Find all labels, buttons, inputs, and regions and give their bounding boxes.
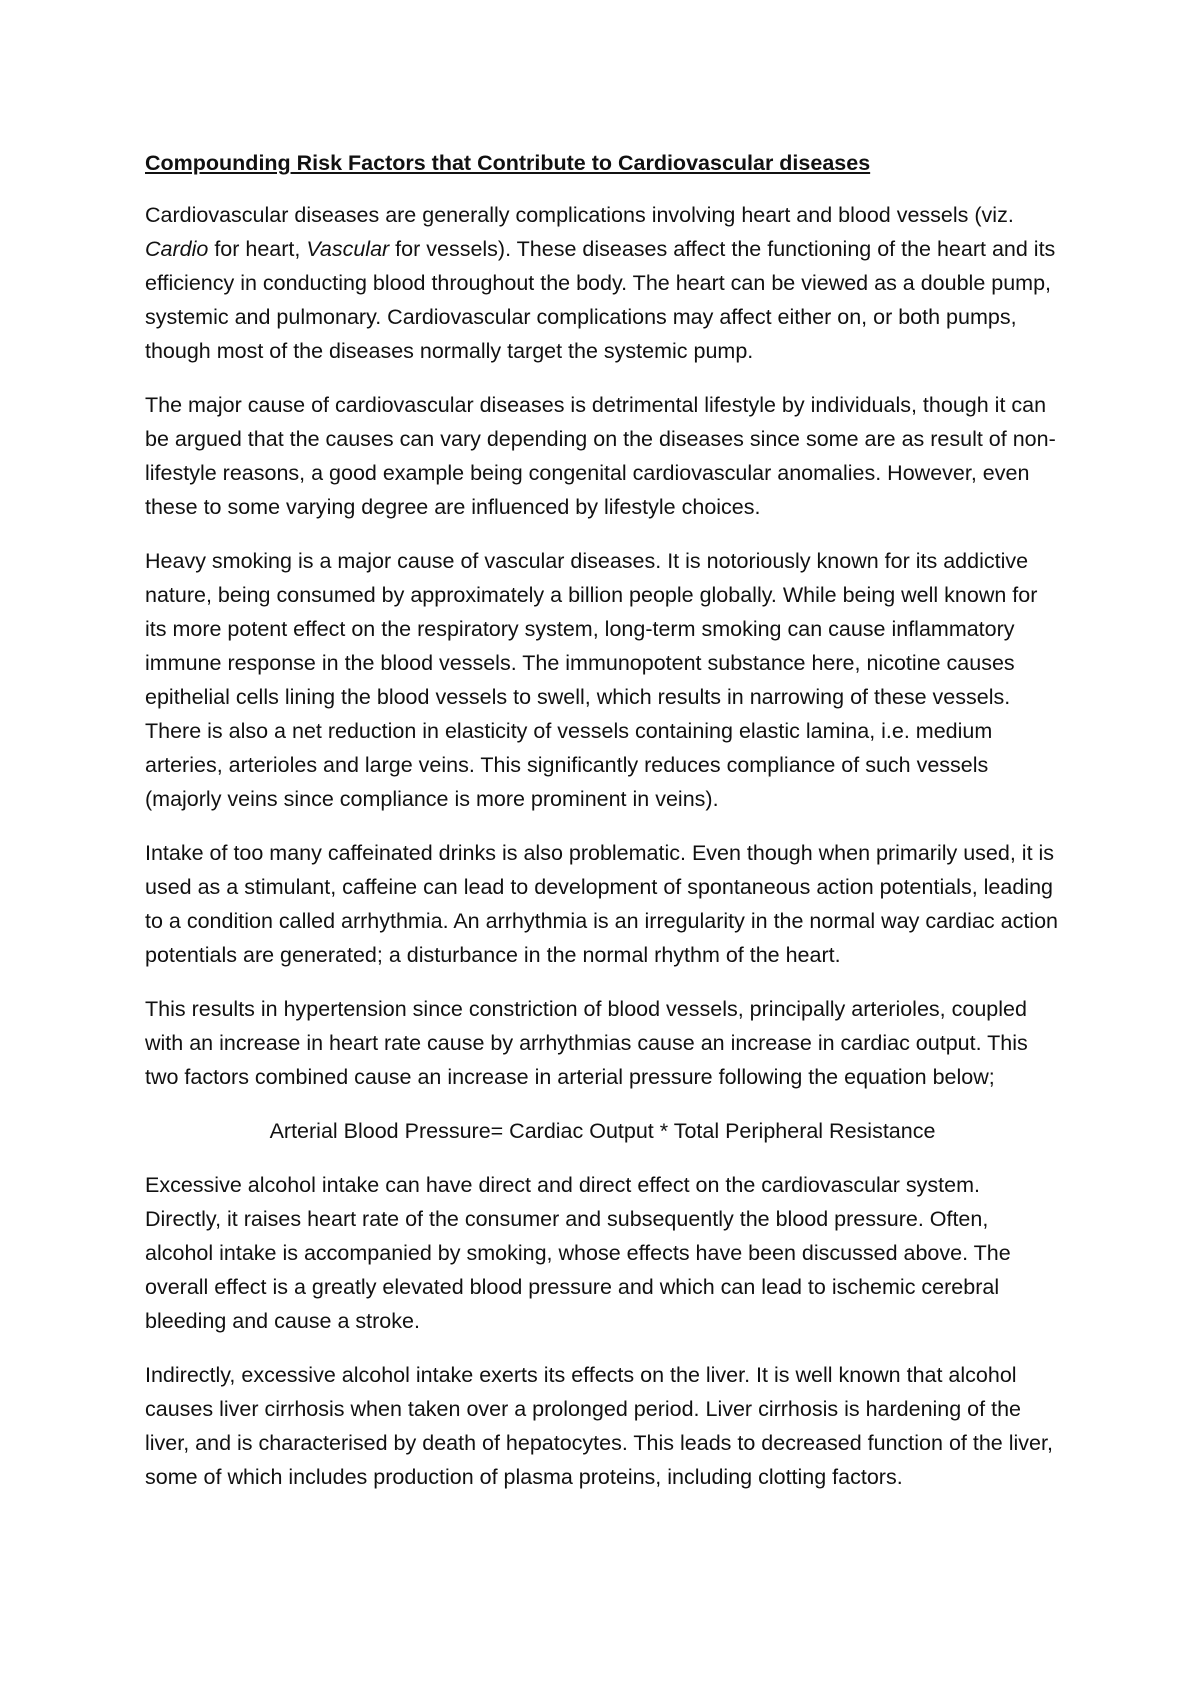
paragraph-text: for vessels). These diseases affect the functioning of the heart and its efficiency in conducting blood throughout the body. The heart can be viewed as a double pump, systemic and pulmonary. Cardiovascular complications may affect either on, or both pumps, though most of the diseases normally target the systemic pump.	[145, 237, 1056, 363]
paragraph-definition	[145, 198, 1060, 368]
paragraph-text: for heart,	[208, 237, 307, 261]
paragraph-hypertension: This results in hypertension since constriction of blood vessels, principally arterioles, coupled with an increase in heart rate cause by arrhythmias cause an increase in cardiac output. This two factors combined cause an increase in arterial pressure following the equation below;	[145, 997, 1028, 1089]
document-page	[145, 146, 1060, 1514]
document-title: Compounding Risk Factors that Contribute to Cardiovascular diseases	[145, 151, 871, 175]
cardio-term: Cardio	[145, 237, 209, 261]
blood-pressure-equation: Arterial Blood Pressure= Cardiac Output * Total Peripheral Resistance	[269, 1119, 936, 1143]
paragraph-smoking: Heavy smoking is a major cause of vascular diseases. It is notoriously known for its addictive nature, being consumed by approximately a billion people globally. While being well known for its more potent effect on the respiratory system, long-term smoking can cause inflammatory immune response in the blood vessels. The immunopotent substance here, nicotine causes epithelial cells lining the blood vessels to swell, which results in narrowing of these vessels. There is also a net reduction in elasticity of vessels containing elastic lamina, i.e. medium arteries, arterioles and large veins. This significantly reduces compliance of such vessels (majorly veins since compliance is more prominent in veins).	[145, 549, 1038, 811]
paragraph-lifestyle: The major cause of cardiovascular diseases is detrimental lifestyle by individuals, though it can be argued that the causes can vary depending on the diseases since some are as result of non-lifestyle reasons, a good example being congenital cardiovascular anomalies. However, even these to some varying degree are influenced by lifestyle choices.	[145, 393, 1056, 519]
paragraph-alcohol: Excessive alcohol intake can have direct and direct effect on the cardiovascular system. Directly, it raises heart rate of the consumer and subsequently the blood pressure. Often, alcohol intake is accompanied by smoking, whose effects have been discussed above. The overall effect is a greatly elevated blood pressure and which can lead to ischemic cerebral bleeding and cause a stroke.	[145, 1173, 1011, 1333]
paragraph-text: Cardiovascular diseases are generally complications involving heart and blood vessels (viz.	[145, 203, 1014, 227]
paragraph-liver: Indirectly, excessive alcohol intake exerts its effects on the liver. It is well known that alcohol causes liver cirrhosis when taken over a prolonged period. Liver cirrhosis is hardening of the liver, and is characterised by death of hepatocytes. This leads to decreased function of the liver, some of which includes production of plasma proteins, including clotting factors.	[145, 1363, 1053, 1489]
vascular-term: Vascular	[306, 237, 390, 261]
paragraph-caffeine: Intake of too many caffeinated drinks is also problematic. Even though when primarily used, it is used as a stimulant, caffeine can lead to development of spontaneous action potentials, leading to a condition called arrhythmia. An arrhythmia is an irregularity in the normal way cardiac action potentials are generated; a disturbance in the normal rhythm of the heart.	[145, 841, 1058, 967]
